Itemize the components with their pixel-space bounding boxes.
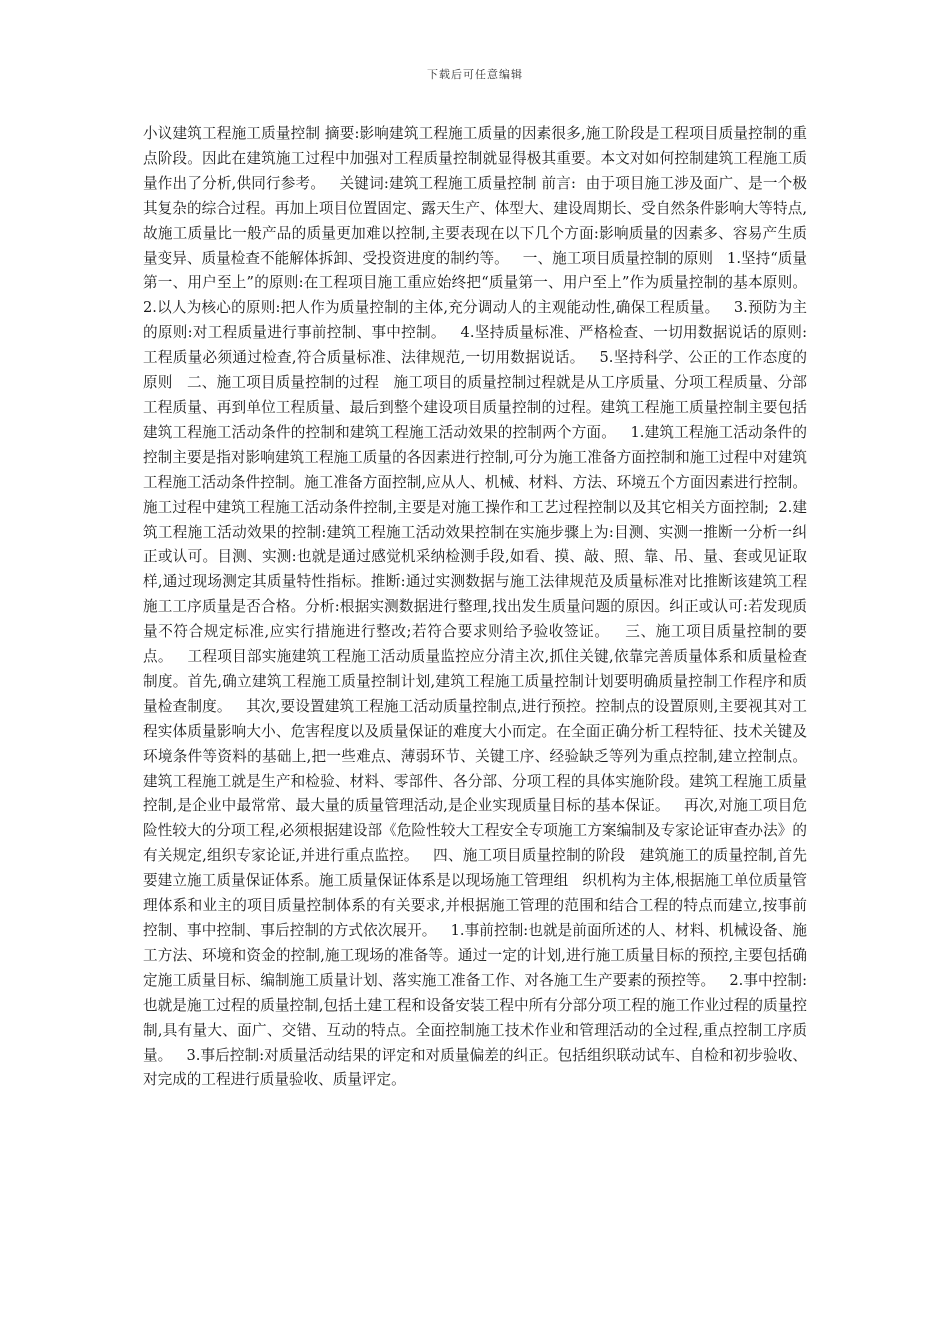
document-body-text: 小议建筑工程施工质量控制 摘要:影响建筑工程施工质量的因素很多,施工阶段是工程项目质量控制的重点阶段。因此在建筑施工过程中加强对工程质量控制就显得极其重要。本文对如何控制建筑工程施工质量作出了分析,供同行参考。 关键词:建筑工程施工质量控制 前言: 由于项目施工涉及面广、是一个极其复杂的综合过程。再加上项目位置固定、露天生产、体型大、建设周期长、受自然条件影响大等特点,故施工质量比一般产品的质量更加难以控制,主要表现在以下几个方面:影响质量的因素多、容易产生质量变异、质量检查不能解体拆卸、受投资进度的制约等。 一、施工项目质量控制的原则 1.坚持“质量第一、用户至上”的原则:在工程项目施工重应始终把“质量第一、用户至上”作为质量控制的基本原则。 2.以人为核心的原则:把人作为质量控制的主体,充分调动人的主观能动性,确保工程质量。 3.预防为主的原则:对工程质量进行事前控制、事中控制。 4.坚持质量标准、严格检查、一切用数据说话的原则:工程质量必须通过检查,符合质量标准、法律规范,一切用数据说话。 5.坚持科学、公正的工作态度的原则 二、施工项目质量控制的过程 施工项目的质量控制过程就是从工序质量、分项工程质量、分部工程质量、再到单位工程质量、最后到整个建设项目质量控制的过程。建筑工程施工质量控制主要包括建筑工程施工活动条件的控制和建筑工程施工活动效果的控制两个方面。 1.建筑工程施工活动条件的控制主要是指对影响建筑工程施工质量的各因素进行控制,可分为施工准备方面控制和施工过程中对建筑工程施工活动条件控制。施工准备方面控制,应从人、机械、材料、方法、环境五个方面因素进行控制。施工过程中建筑工程施工活动条件控制,主要是对施工操作和工艺过程控制以及其它相关方面控制; 2.建筑工程施工活动效果的控制:建筑工程施工活动效果控制在实施步骤上为:目测、实测一推断一分析一纠正或认可。目测、实测:也就是通过感觉机采纳检测手段,如看、摸、敲、照、靠、吊、量、套或见证取样,通过现场测定其质量特性指标。推断:通过实测数据与施工法律规范及质量标准对比推断该建筑工程施工工序质量是否合格。分析:根据实测数据进行整理,找出发生质量问题的原因。纠正或认可:若发现质量不符合规定标准,应实行措施进行整改;若符合要求则给予验收签证。 三、施工项目质量控制的要点。 工程项目部实施建筑工程施工活动质量监控应分清主次,抓住关键,依靠完善质量体系和质量检查制度。首先,确立建筑工程施工质量控制计划,建筑工程施工质量控制计划要明确质量控制工作程序和质量检查制度。 其次,要设置建筑工程施工活动质量控制点,进行预控。控制点的设置原则,主要视其对工程实体质量影响大小、危害程度以及质量保证的难度大小而定。在全面正确分析工程特征、技术关键及环境条件等资料的基础上,把一些难点、薄弱环节、关键工序、经验缺乏等列为重点控制,建立控制点。建筑工程施工就是生产和检验、材料、零部件、各分部、分项工程的具体实施阶段。建筑工程施工质量控制,是企业中最常常、最大量的质量管理活动,是企业实现质量目标的基本保证。 再次,对施工项目危险性较大的分项工程,必须根据建设部《危险性较大工程安全专项施工方案编制及专家论证审查办法》的有关规定,组织专家论证,并进行重点监控。 四、施工项目质量控制的阶段 建筑施工的质量控制,首先要建立施工质量保证体系。施工质量保证体系是以现场施工管理组 织机构为主体,根据施工单位质量管理体系和业主的项目质量控制体系的有关要求,并根据施工管理的范围和结合工程的特点而建立,按事前控制、事中控制、事后控制的方式依次展开。 1.事前控制:也就是前面所述的人、材料、机械设备、施工方法、环境和资金的控制,施工现场的准备等。通过一定的计划,进行施工质量目标的预控,主要包括确定施工质量目标、编制施工质量计划、落实施工准备工作、对各施工生产要素的预控等。 2.事中控制:也就是施工过程的质量控制,包括土建工程和设备安装工程中所有分部分项工程的施工作业过程的质量控制,具有量大、面广、交错、互动的特点。全面控制施工技术作业和管理活动的全过程,重点控制工序质量。 3.事后控制:对质量活动结果的评定和对质量偏差的纠正。包括组织联动试车、自检和初步验收、对完成的工程进行质量验收、质量评定。 xyxy=(143,125,821,1089)
page-header: 下载后可任意编辑 xyxy=(427,68,523,81)
